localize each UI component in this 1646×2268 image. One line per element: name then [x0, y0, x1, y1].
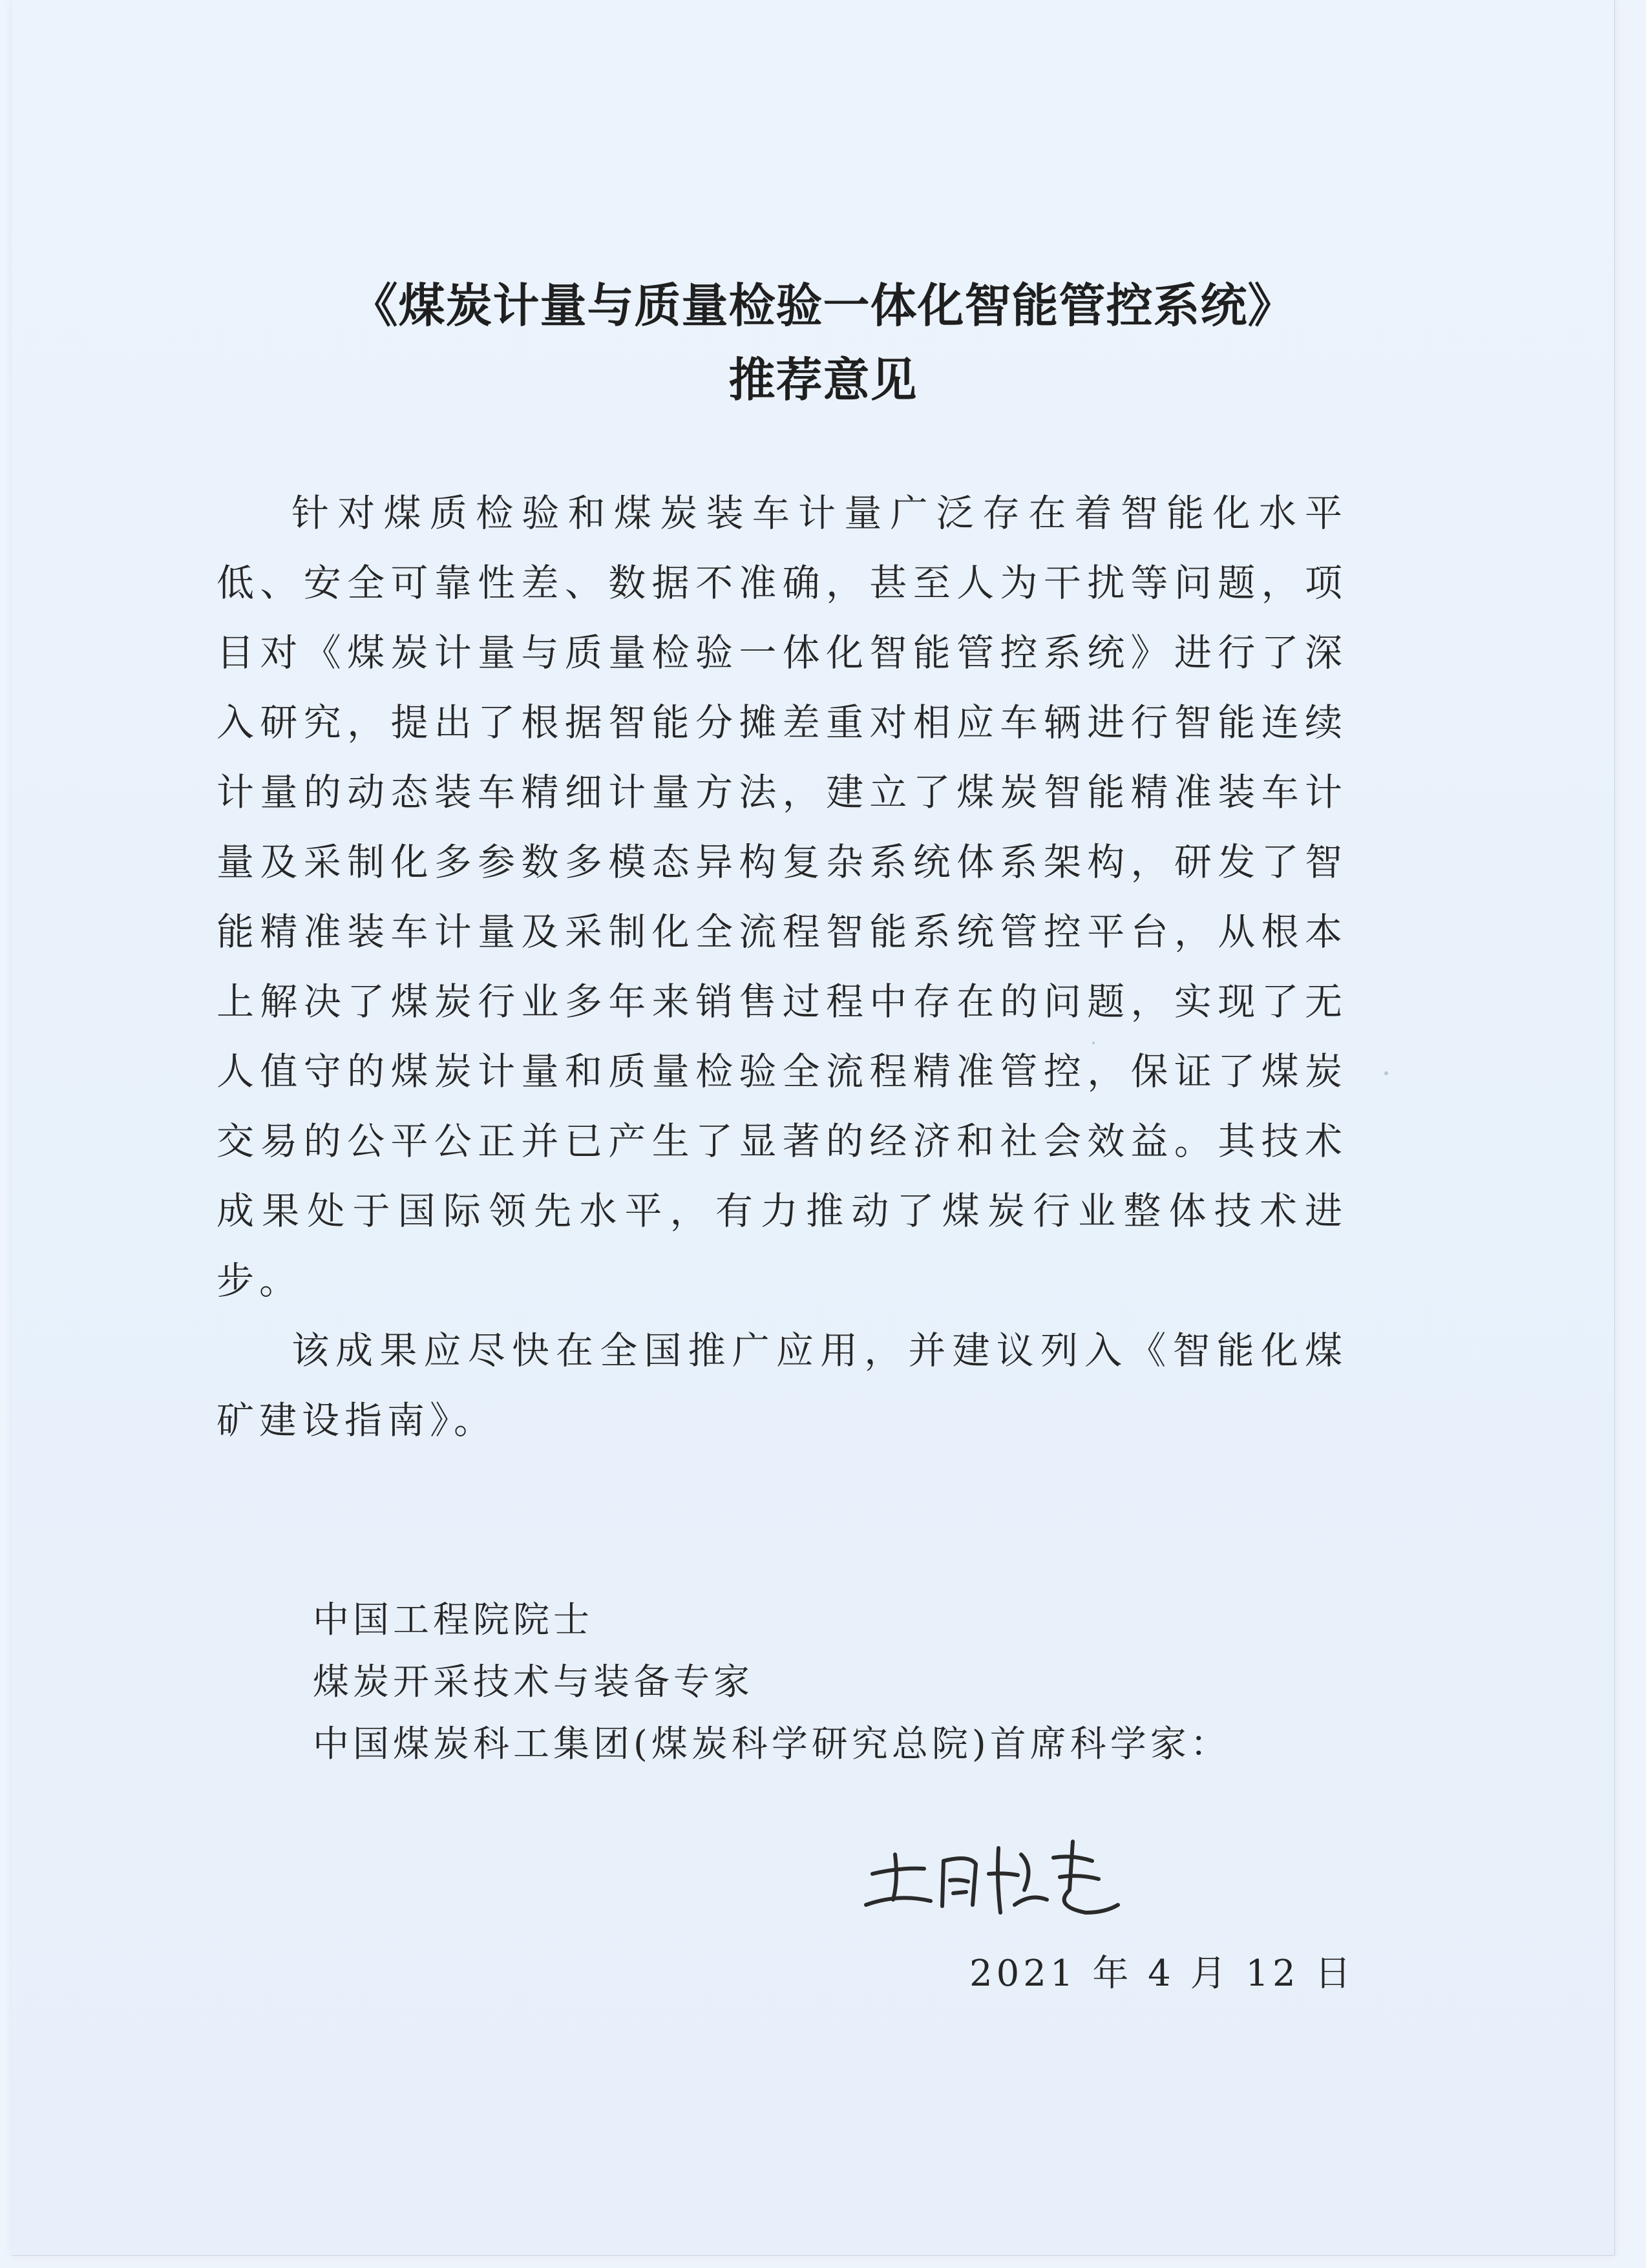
signatory-title-3: 中国煤炭科工集团(煤炭科学研究总院)首席科学家： — [313, 1723, 1230, 1765]
document-title: 《煤炭计量与质量检验一体化智能管控系统》 — [351, 278, 1295, 333]
recommendation-body — [216, 478, 1347, 1455]
scan-speck — [1092, 1042, 1095, 1044]
handwritten-signature — [860, 1829, 1131, 1926]
body-paragraph-1: 针对煤质检验和煤炭装车计量广泛存在着智能化水平低、安全可靠性差、数据不准确，甚至人为干扰等问题，项目对《煤炭计量与质量检验一体化智能管控系统》进行了深入研究，提出了根据智能分摊差重对相应车辆进行智能连续计量的动态装车精细计量方法，建立了煤炭智能精准装车计量及采制化多参数多模态异构复杂系统体系架构，研发了智能精准装车计量及采制化全流程智能系统管控平台，从根本上解决了煤炭行业多年来销售过程中存在的问题，实现了无人值守的煤炭计量和质量检验全流程精准管控，保证了煤炭交易的公平公正并已产生了显著的经济和社会效益。其技术成果处于国际领先水平，有力推动了煤炭行业整体技术进步。 — [216, 491, 1347, 1303]
scan-speck — [1384, 1071, 1388, 1075]
signatory-title-2: 煤炭开采技术与装备专家 — [313, 1661, 754, 1703]
signatory-block — [313, 1590, 1230, 1776]
document-subtitle: 推荐意见 — [728, 353, 918, 407]
signature-date: 2021 年 4 月 12 日 — [969, 1953, 1355, 1995]
signatory-title-1: 中国工程院院士 — [313, 1599, 593, 1641]
body-paragraph-2: 该成果应尽快在全国推广应用，并建议列入《智能化煤矿建设指南》。 — [216, 1328, 1347, 1442]
